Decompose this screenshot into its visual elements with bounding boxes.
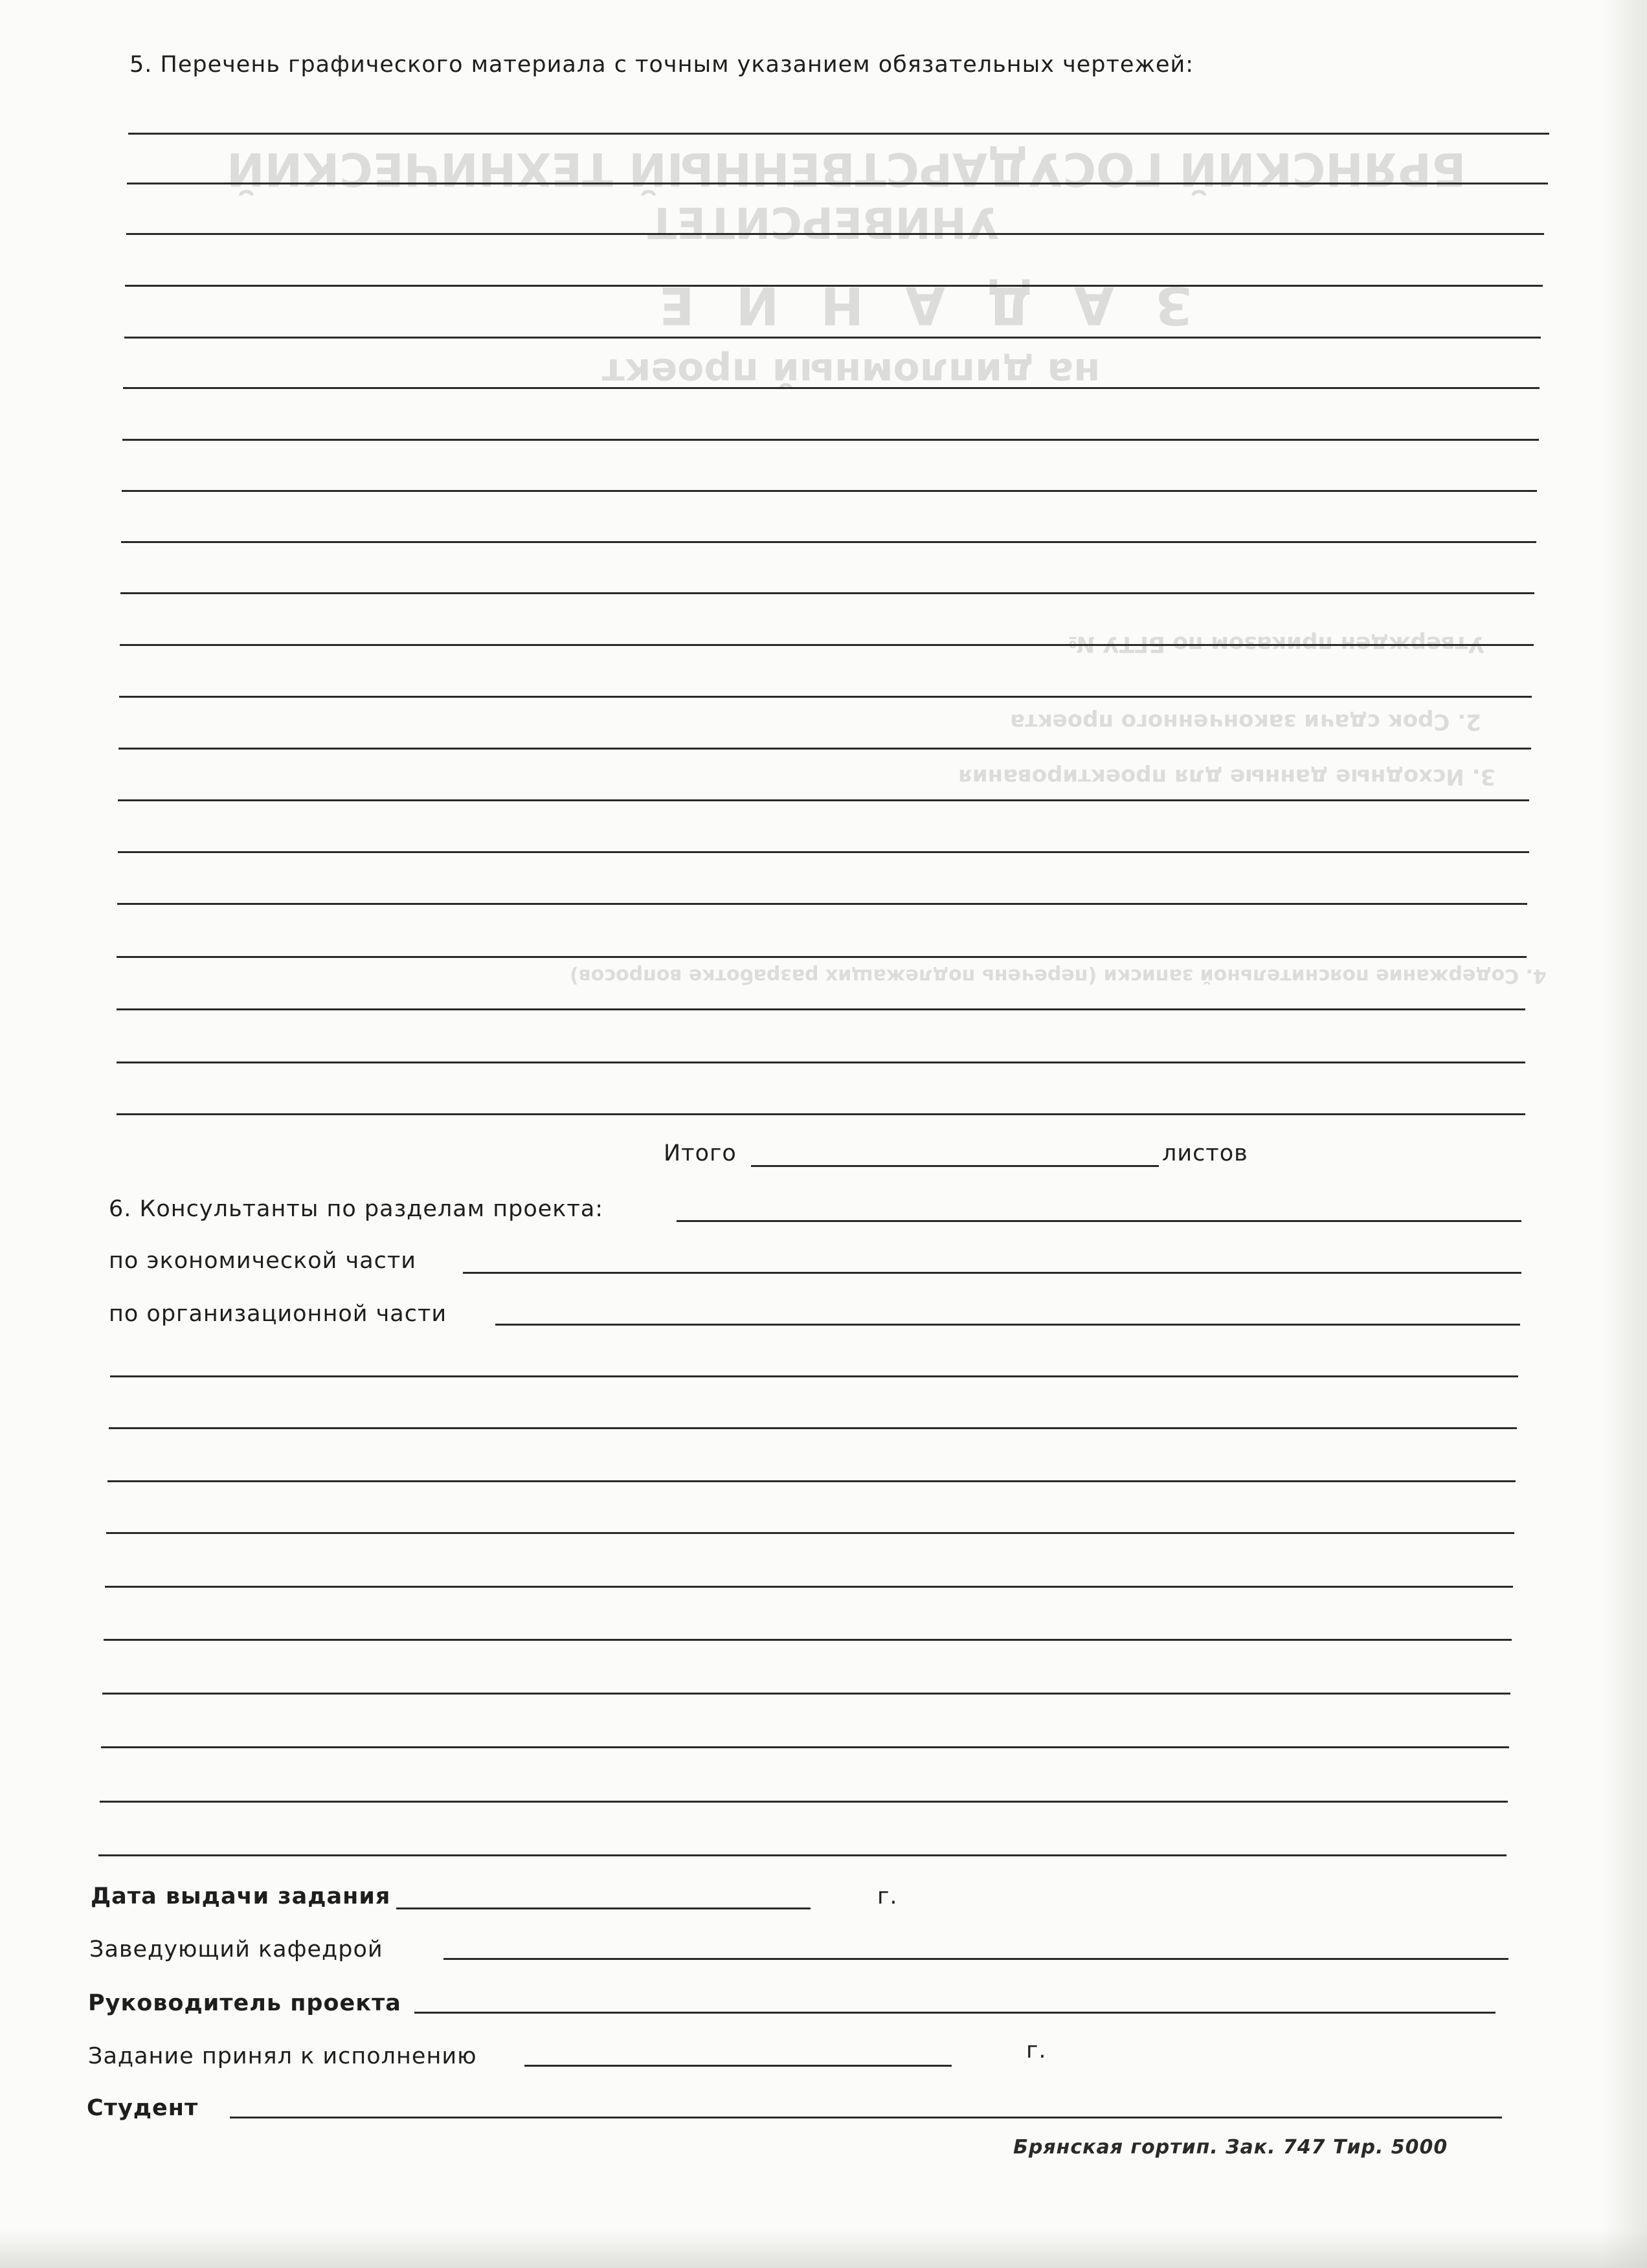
task-accepted-label: Задание принял к исполнению: [88, 2043, 477, 2069]
ruled-line: [117, 903, 1527, 905]
ruled-line: [127, 183, 1548, 184]
ruled-line: [101, 1746, 1509, 1748]
ruled-line: [121, 541, 1536, 543]
section5-heading: 5. Перечень графического материала с точным указанием обязательных чертежей:: [129, 52, 1194, 78]
ruled-line: [118, 851, 1529, 853]
ruled-line: [98, 1854, 1507, 1856]
student-field[interactable]: [230, 2117, 1502, 2118]
ruled-line: [125, 285, 1543, 287]
ruled-line: [120, 592, 1534, 594]
ruled-line: [123, 387, 1540, 389]
project-supervisor-label: Руководитель проекта: [88, 1990, 401, 2016]
page-bottom-shadow: [0, 2229, 1647, 2268]
ruled-line: [106, 1532, 1514, 1534]
ruled-line: [120, 644, 1534, 646]
total-sheets-field[interactable]: [751, 1165, 1159, 1167]
issue-date-year-suffix: г.: [877, 1884, 898, 1909]
economic-part-label: по экономической части: [109, 1248, 417, 1274]
ruled-line: [128, 133, 1549, 135]
ruled-line: [100, 1801, 1508, 1803]
total-unit-label: листов: [1162, 1140, 1248, 1166]
head-of-department-label: Заведующий кафедрой: [89, 1937, 383, 1962]
project-supervisor-field[interactable]: [414, 2012, 1496, 2014]
ruled-line: [126, 233, 1544, 235]
section6-heading: 6. Консультанты по разделам проекта:: [109, 1196, 604, 1222]
ruled-line: [117, 1113, 1525, 1115]
organizational-part-label: по организационной части: [109, 1301, 447, 1327]
page-edge-shadow: [1602, 0, 1647, 2268]
ruled-line: [102, 1693, 1510, 1695]
ruled-line: [124, 337, 1541, 339]
ruled-line: [118, 799, 1529, 801]
ruled-line: [117, 956, 1527, 958]
ruled-line: [117, 1008, 1525, 1010]
ruled-line: [104, 1639, 1512, 1641]
student-label: Студент: [87, 2095, 199, 2121]
ruled-line: [122, 439, 1539, 441]
organizational-consultant-field[interactable]: [495, 1324, 1520, 1326]
printer-imprint: Брянская гортип. Зак. 747 Тир. 5000: [1013, 2136, 1448, 2159]
ruled-line: [109, 1427, 1517, 1429]
issue-date-label: Дата выдачи задания: [91, 1884, 391, 1909]
ruled-line: [117, 1062, 1525, 1063]
ruled-line: [122, 490, 1537, 492]
total-label: Итого: [664, 1140, 737, 1166]
ruled-line: [110, 1375, 1518, 1377]
ruled-line: [119, 696, 1532, 698]
consultants-field[interactable]: [677, 1220, 1521, 1222]
task-accepted-date-field[interactable]: [524, 2065, 952, 2067]
task-accepted-year-suffix: г.: [1026, 2038, 1047, 2063]
issue-date-field[interactable]: [396, 1907, 811, 1909]
ruled-line: [107, 1480, 1516, 1482]
economic-consultant-field[interactable]: [463, 1272, 1521, 1274]
ruled-line: [105, 1586, 1513, 1588]
head-of-department-field[interactable]: [443, 1958, 1508, 1960]
ruled-line: [118, 748, 1531, 750]
